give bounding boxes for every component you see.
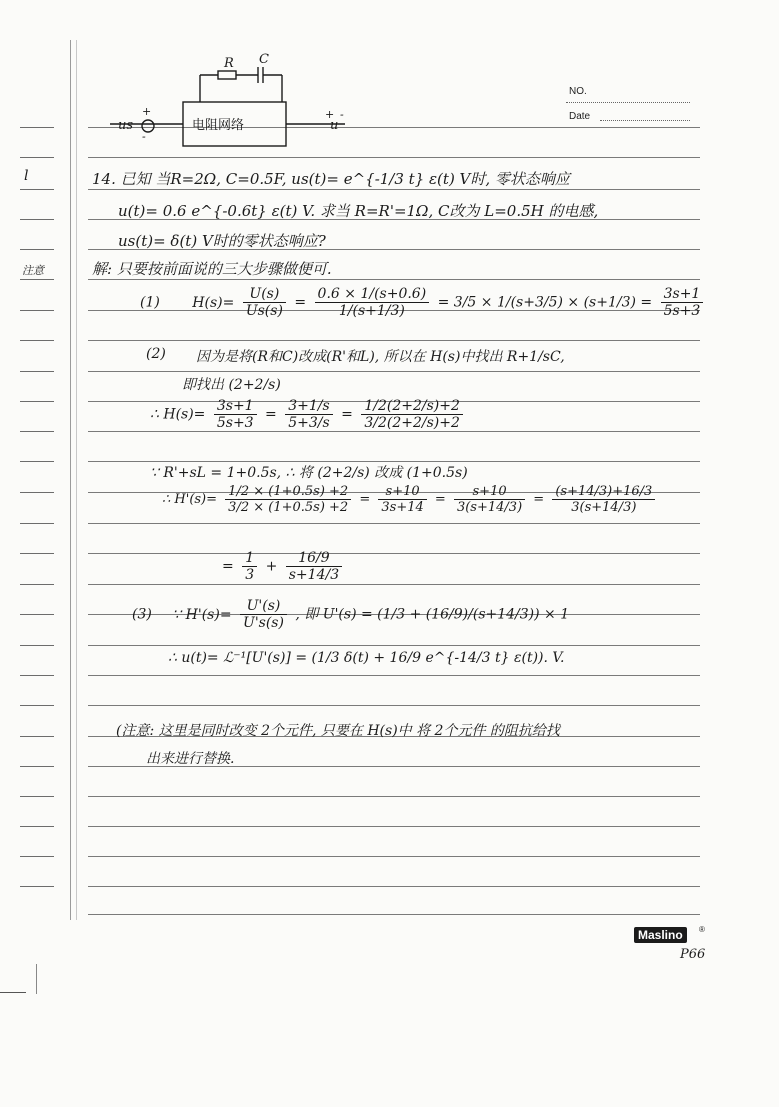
step1-eq: = 3/5 × 1/(s+3/5) × (s+1/3) = <box>437 294 653 311</box>
ruled-line <box>88 675 700 676</box>
margin-tick <box>20 886 54 887</box>
step2-h-prime: ∴ H'(s)= <box>162 492 218 507</box>
step1-line: (1) H(s)= $\frac{U(s)}{Us(s)}$ = $\frac{0.6 \times 1/(s+0.6)}{1/(s+1/3)}$ = 3/5 × 1/(s+3/5) × (s+1/3) = $\frac{3s+1}{5s+3}$ <box>140 286 707 319</box>
ruled-line <box>88 189 700 190</box>
minus-left: - <box>142 130 146 143</box>
c-label: C <box>259 52 269 67</box>
margin-tick <box>20 492 54 493</box>
step2-h-prime-line: ∴ H'(s)= $\frac{1/2 \times (1+0.5s) +2}{3/2 \times (1+0.5s) +2}$ = $\frac{s+10}{3s+14}$ = $\frac{s+10}{3(s+14/3)}$ = $\frac{(s+14/3)+16/3}{3(s+14/3)}$ <box>162 484 659 515</box>
ruled-line <box>88 431 700 432</box>
margin-tick <box>20 796 54 797</box>
margin-tick <box>20 340 54 341</box>
step1-label: (1) <box>140 294 160 311</box>
step2-result-fraction-1: $\frac{1}{3}$ <box>242 550 257 583</box>
step1-fraction-1: $\frac{U(s)}{Us(s)}$ <box>243 286 286 319</box>
ruled-line <box>88 584 700 585</box>
step3-result: ∴ u(t)= ℒ⁻¹[U'(s)] = (1/3 δ(t) + 16/9 e^{-14/3 t} ε(t)). V. <box>168 650 565 666</box>
margin-tick <box>20 856 54 857</box>
step3-text: ∵ H'(s)= <box>172 606 232 623</box>
r-label: R <box>224 56 234 71</box>
step2-label: (2) <box>146 346 166 362</box>
margin-tick <box>20 249 54 250</box>
step3-label: (3) <box>132 606 152 623</box>
no-label: NO. <box>569 86 587 97</box>
plus-left: + <box>142 105 152 118</box>
step2-result-line <box>222 550 346 583</box>
margin-tick <box>20 675 54 676</box>
ruled-line <box>88 705 700 706</box>
ruled-line <box>88 826 700 827</box>
resistor-symbol <box>218 71 236 79</box>
step2-plus: + <box>265 558 278 575</box>
margin-tick <box>20 705 54 706</box>
step2-h-line: ∴ H(s)= $\frac{3s+1}{5s+3}$ = $\frac{3+1/s}{5+3/s}$ = $\frac{1/2(2+2/s)+2}{3/2(2+2/s)+2}$ <box>150 398 467 431</box>
margin-line <box>70 40 71 920</box>
margin-tick <box>20 310 54 311</box>
step2-g-fraction-1: $\frac{1/2 \times (1+0.5s) +2}{3/2 \times (1+0.5s) +2}$ <box>225 484 351 515</box>
ruled-line <box>88 856 700 857</box>
ruled-line <box>88 886 700 887</box>
problem-line-1: 14. 已知 当R=2Ω, C=0.5F, us(t)= e^{-1/3 t} ε(t) V时, 零状态响应 <box>92 170 570 188</box>
margin-note: l <box>24 168 29 184</box>
ruled-line <box>88 371 700 372</box>
step2-eq: = <box>265 406 277 423</box>
margin-tick <box>20 371 54 372</box>
plus-right: + <box>325 108 335 121</box>
step2-fraction-1: $\frac{3s+1}{5s+3}$ <box>214 398 257 431</box>
margin-tick <box>20 461 54 462</box>
step3-text-2: , 即 U'(s) = (1/3 + (16/9)/(s+14/3)) × 1 <box>295 606 570 623</box>
step3-fraction: $\frac{U'(s)}{U's(s)}$ <box>240 598 287 631</box>
step2-text: 因为是将(R和C)改成(R'和L), 所以在 H(s)中找出 R+1/sC, <box>196 349 565 365</box>
step2-fraction-3: $\frac{1/2(2+2/s)+2}{3/2(2+2/s)+2}$ <box>361 398 463 431</box>
margin-tick <box>20 826 54 827</box>
ruled-line <box>88 796 700 797</box>
margin-tick <box>20 401 54 402</box>
brand-logo: Maslino <box>634 927 687 943</box>
box-label: 电阻网络 <box>192 118 245 133</box>
problem-line-2: u(t)= 0.6 e^{-0.6t} ε(t) V. 求当 R=R'=1Ω, C改为 L=0.5H 的电感, <box>118 202 599 220</box>
problem-line-3: us(t)= δ(t) V时的零状态响应? <box>118 232 326 250</box>
step2-g-fraction-3: $\frac{s+10}{3(s+14/3)}$ <box>454 484 525 515</box>
margin-tick <box>20 645 54 646</box>
step1-fraction-2: $\frac{0.6 \times 1/(s+0.6)}{1/(s+1/3)}$ <box>315 286 430 319</box>
solution-intro: 解: 只要按前面说的三大步骤做便可. <box>92 260 332 278</box>
note-line-1: (注意: 这里是同时改变 2个元件, 只要在 H(s)中 将 2个元件 的阻抗给找 <box>116 723 560 739</box>
step2-because: ∵ R'+sL = 1+0.5s, ∴ 将 (2+2/s) 改成 (1+0.5s) <box>150 465 468 481</box>
ruled-line <box>88 914 700 915</box>
margin-tick <box>20 189 54 190</box>
step1-h: H(s)= <box>192 294 235 311</box>
step2-h: ∴ H(s)= <box>150 406 206 423</box>
margin-tick <box>20 219 54 220</box>
step2-result-fraction-2: $\frac{16/9}{s+14/3}$ <box>286 550 342 583</box>
margin-line-inner <box>76 40 77 920</box>
u-label: u <box>330 118 339 133</box>
edge-mark <box>0 992 26 993</box>
margin-tick <box>20 523 54 524</box>
page-number: P66 <box>680 947 706 962</box>
margin-tick <box>20 553 54 554</box>
step1-fraction-3: $\frac{3s+1}{5s+3}$ <box>661 286 704 319</box>
margin-tick <box>20 736 54 737</box>
registered-mark: ® <box>699 925 705 934</box>
minus-right: - <box>340 108 344 121</box>
edge-mark <box>36 964 37 994</box>
margin-tick <box>20 766 54 767</box>
step3-line <box>132 598 569 631</box>
margin-tick <box>20 431 54 432</box>
margin-note: 注意 <box>22 264 44 277</box>
ruled-line <box>88 523 700 524</box>
margin-tick <box>20 614 54 615</box>
ruled-line <box>88 645 700 646</box>
circuit-diagram <box>0 0 779 160</box>
margin-tick <box>20 279 54 280</box>
margin-tick <box>20 584 54 585</box>
step2-text-2: 即找出 (2+2/s) <box>182 377 281 393</box>
step2-g-fraction-4: $\frac{(s+14/3)+16/3}{3(s+14/3)}$ <box>552 484 655 515</box>
ruled-line <box>88 553 700 554</box>
step2-result-eq: = <box>222 558 234 575</box>
ruled-line <box>88 340 700 341</box>
date-label: Date <box>569 111 591 122</box>
step2-g-fraction-2: $\frac{s+10}{3s+14}$ <box>378 484 426 515</box>
note-line-2: 出来进行替换. <box>146 751 235 767</box>
us-label: us <box>118 118 134 133</box>
ruled-line <box>88 279 700 280</box>
step2-fraction-2: $\frac{3+1/s}{5+3/s}$ <box>285 398 332 431</box>
